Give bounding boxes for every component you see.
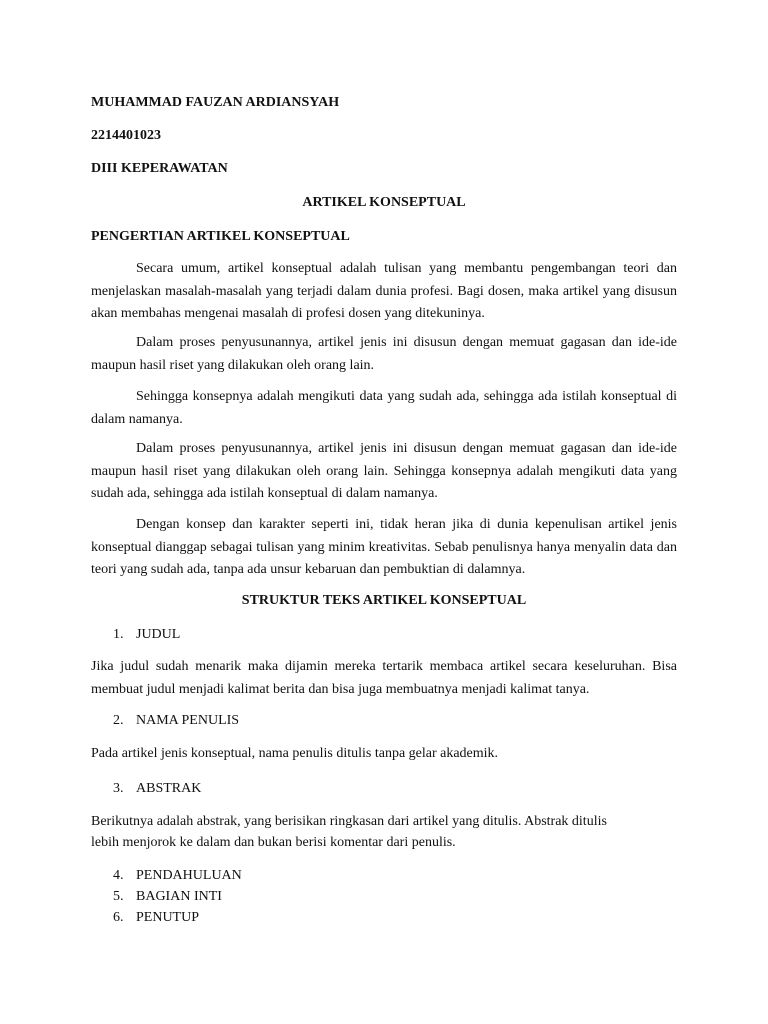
list-number: 2. [113, 713, 124, 728]
section-heading-structure: STRUKTUR TEKS ARTIKEL KONSEPTUAL [241, 593, 527, 608]
list-label: JUDUL [136, 627, 181, 642]
author-name: MUHAMMAD FAUZAN ARDIANSYAH [91, 95, 340, 110]
list-item [91, 865, 242, 886]
paragraph: Dalam proses penyusunannya, artikel jenis ini disusun dengan memuat gagasan dan ide-ide maupun hasil riset yang dilakukan oleh orang lain. [91, 335, 677, 373]
list-item [91, 710, 239, 731]
list-number: 1. [113, 627, 124, 642]
list-item [91, 624, 180, 645]
paragraph: Secara umum, artikel konseptual adalah tulisan yang membantu pengembangan teori dan menjelaskan masalah-masalah yang terjadi dalam dunia profesi. Bagi dosen, maka artikel yang disusun akan membahas mengenai masalah di profesi dosen yang ditekuninya. [91, 261, 677, 321]
section-heading-definition: PENGERTIAN ARTIKEL KONSEPTUAL [91, 229, 350, 244]
list-number: 6. [113, 910, 124, 925]
list-description-line: lebih menjorok ke dalam dan bukan berisi komentar dari penulis. [91, 835, 456, 850]
list-item [91, 778, 201, 799]
paragraph: Sehingga konsepnya adalah mengikuti data yang sudah ada, sehingga ada istilah konseptual di dalam namanya. [91, 389, 677, 427]
list-number: 3. [113, 781, 124, 796]
list-description: Pada artikel jenis konseptual, nama penulis ditulis tanpa gelar akademik. [91, 746, 499, 761]
list-description: Jika judul sudah menarik maka dijamin mereka tertarik membaca artikel secara keseluruhan. Bisa membuat judul menjadi kalimat berita dan bisa juga membuatnya menjadi kalimat tanya. [91, 659, 677, 697]
list-item [91, 907, 199, 928]
list-item [91, 886, 222, 907]
list-description-line: Berikutnya adalah abstrak, yang berisikan ringkasan dari artikel yang ditulis. Abstrak ditulis [91, 814, 607, 829]
list-number: 4. [113, 868, 124, 883]
list-label: BAGIAN INTI [136, 889, 222, 904]
list-number: 5. [113, 889, 124, 904]
list-label: PENUTUP [136, 910, 200, 925]
list-label: NAMA PENULIS [136, 713, 240, 728]
paragraph: Dengan konsep dan karakter seperti ini, tidak heran jika di dunia kepenulisan artikel jenis konseptual dianggap sebagai tulisan yang minim kreativitas. Sebab penulisnya hanya menyalin data dan teori yang sudah ada, tanpa ada unsur kebaruan dan pembuktian di dalamnya. [91, 517, 677, 577]
study-program: DIII KEPERAWATAN [91, 161, 228, 176]
list-label: ABSTRAK [136, 781, 202, 796]
student-id: 2214401023 [91, 128, 161, 143]
paragraph: Dalam proses penyusunannya, artikel jenis ini disusun dengan memuat gagasan dan ide-ide maupun hasil riset yang dilakukan oleh orang lain. Sehingga konsepnya adalah mengikuti data yang sudah ada, sehingga ada istilah konseptual di dalam namanya. [91, 441, 677, 501]
list-label: PENDAHULUAN [136, 868, 242, 883]
document-title: ARTIKEL KONSEPTUAL [302, 195, 466, 210]
